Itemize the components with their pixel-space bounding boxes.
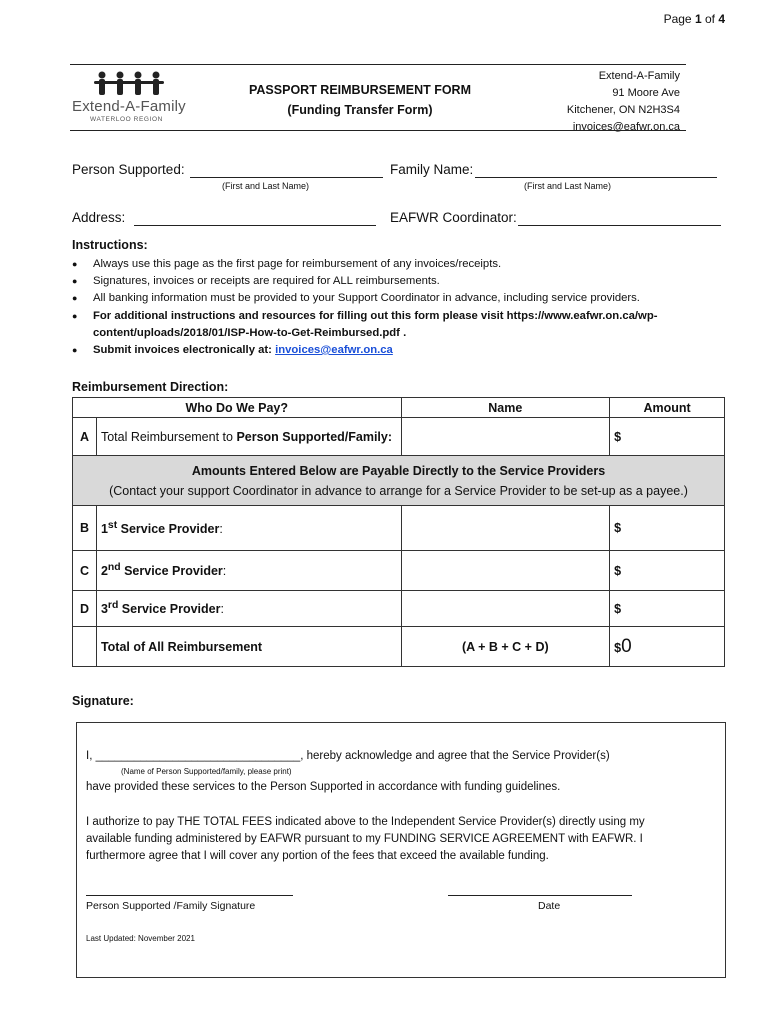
ordinal-suffix: rd <box>107 600 119 612</box>
total-label: Total of All Reimbursement <box>96 627 401 667</box>
form-title-line2: (Funding Transfer Form) <box>287 103 433 117</box>
col-name-header: Name <box>401 398 610 418</box>
provider-description <box>96 506 401 551</box>
provider-banner <box>73 456 725 506</box>
table-row <box>73 418 725 456</box>
table-row <box>73 591 725 627</box>
provider-name-cell[interactable] <box>401 506 610 551</box>
total-row <box>73 627 725 667</box>
provider-colon: : <box>219 522 223 537</box>
row-a-description <box>96 418 401 456</box>
org-city: Kitchener, ON N2H3S4 <box>566 104 680 116</box>
signature-label: Person Supported /Family Signature <box>86 900 256 912</box>
table-header-row <box>73 398 725 418</box>
provider-name-cell[interactable] <box>401 591 610 627</box>
family-name-label: Family Name: <box>390 162 474 177</box>
org-email: invoices@eafwr.on.ca <box>572 121 680 133</box>
provider-number: 1 <box>100 522 108 537</box>
table-row <box>73 506 725 551</box>
signature-heading: Signature: <box>72 694 134 708</box>
provider-text: Service Provider <box>117 522 220 537</box>
page-number: Page 1 of 4 <box>663 12 725 26</box>
reimbursement-direction-heading: Reimbursement Direction: <box>72 380 229 394</box>
list-item <box>72 342 712 359</box>
address-label: Address: <box>72 210 126 225</box>
header-top-rule <box>70 64 686 65</box>
banner-line2: (Contact your support Coordinator in advance to arrange for a Service Provider to be set-up as a payee.) <box>109 483 688 498</box>
org-name: Extend-A-Family <box>598 70 680 82</box>
instructions-list <box>72 256 712 359</box>
provider-description <box>96 551 401 591</box>
org-address <box>567 68 680 136</box>
provider-description <box>96 591 401 627</box>
form-title <box>220 80 500 120</box>
authorize-line2: available funding administered by EAFWR pursuant to my FUNDING SERVICE AGREEMENT with EAFWR. I <box>86 833 643 845</box>
authorize-line1: I authorize to pay THE TOTAL FEES indicated above to the Independent Service Provider(s) directly using my <box>86 816 645 828</box>
total-formula: (A + B + C + D) <box>401 627 610 667</box>
banner-line1: Amounts Entered Below are Payable Directly to the Service Providers <box>191 463 606 478</box>
provider-colon: : <box>220 602 224 617</box>
person-supported-label: Person Supported: <box>72 162 185 177</box>
total-amount-cell[interactable] <box>610 627 725 667</box>
logo-subtitle: WATERLOO REGION <box>90 116 163 123</box>
table-row <box>73 551 725 591</box>
org-street: 91 Moore Ave <box>612 87 680 99</box>
family-name-field[interactable] <box>475 163 717 178</box>
services-line: have provided these services to the Person Supported in accordance with funding guidelines. <box>86 781 561 793</box>
signature-box <box>76 722 726 978</box>
person-supported-field[interactable] <box>190 163 383 178</box>
row-label: C <box>73 551 97 591</box>
date-label: Date <box>538 900 561 912</box>
row-label: A <box>73 418 97 456</box>
provider-amount-cell[interactable]: $ <box>610 591 725 627</box>
total-currency: $ <box>614 640 622 655</box>
provider-number: 3 <box>100 602 108 617</box>
provider-number: 2 <box>100 564 108 579</box>
col-who-header: Who Do We Pay? <box>73 398 402 418</box>
last-updated: Last Updated: November 2021 <box>86 934 195 943</box>
logo-wordmark: Extend-A-Family <box>72 98 186 115</box>
row-a-bold: Person Supported/Family: <box>236 429 393 444</box>
form-title-line1: PASSPORT REIMBURSEMENT FORM <box>249 83 471 97</box>
coordinator-label: EAFWR Coordinator: <box>390 210 517 225</box>
list-item: ● Signatures, invoices or receipts are required for ALL reimbursements. <box>72 273 712 290</box>
invoices-email-link[interactable]: invoices@eafwr.on.ca <box>275 344 393 357</box>
signature-line[interactable] <box>86 895 293 896</box>
acknowledge-line: I, ________________________________, hereby acknowledge and agree that the Service Provider(s) <box>86 750 610 762</box>
ordinal-suffix: nd <box>107 562 121 574</box>
family-name-hint: (First and Last Name) <box>524 181 612 191</box>
provider-banner-row <box>73 456 725 506</box>
coordinator-field[interactable] <box>518 211 721 226</box>
person-supported-hint: (First and Last Name) <box>222 181 310 191</box>
header-bottom-rule <box>70 130 686 131</box>
list-item: ● For additional instructions and resources for filling out this form please visit https://www.eafwr.on.ca/wp-content/uploads/2018/01/ISP-How-to-Get-Reimbursed.pdf . <box>72 308 712 342</box>
provider-text: Service Provider <box>118 602 221 617</box>
ordinal-suffix: st <box>107 519 118 531</box>
org-logo <box>72 70 187 128</box>
list-item: ● All banking information must be provided to your Support Coordinator in advance, including service providers. <box>72 290 712 307</box>
address-field[interactable] <box>134 211 376 226</box>
total-value: 0 <box>621 635 632 657</box>
authorize-line3: furthermore agree that I will cover any portion of the fees that exceed the available funding. <box>86 850 549 862</box>
date-line[interactable] <box>448 895 632 896</box>
provider-name-cell[interactable] <box>401 551 610 591</box>
instructions-heading: Instructions: <box>72 238 148 252</box>
row-a-name-cell[interactable] <box>401 418 610 456</box>
submit-instruction-text: Submit invoices electronically at: <box>93 344 276 357</box>
row-a-text: Total Reimbursement to <box>100 429 237 444</box>
provider-amount-cell[interactable]: $ <box>610 551 725 591</box>
col-amount-header: Amount <box>610 398 725 418</box>
provider-text: Service Provider <box>120 564 223 579</box>
list-item: ● Always use this page as the first page for reimbursement of any invoices/receipts. <box>72 256 712 273</box>
family-figures-icon <box>94 70 184 98</box>
name-print-hint: (Name of Person Supported/family, please print) <box>121 767 292 776</box>
reimbursement-table <box>72 397 725 667</box>
provider-amount-cell[interactable]: $ <box>610 506 725 551</box>
total-blank-cell <box>73 627 97 667</box>
row-label: B <box>73 506 97 551</box>
provider-colon: : <box>222 564 227 579</box>
row-a-amount-cell[interactable]: $ <box>610 418 725 456</box>
row-label: D <box>73 591 97 627</box>
